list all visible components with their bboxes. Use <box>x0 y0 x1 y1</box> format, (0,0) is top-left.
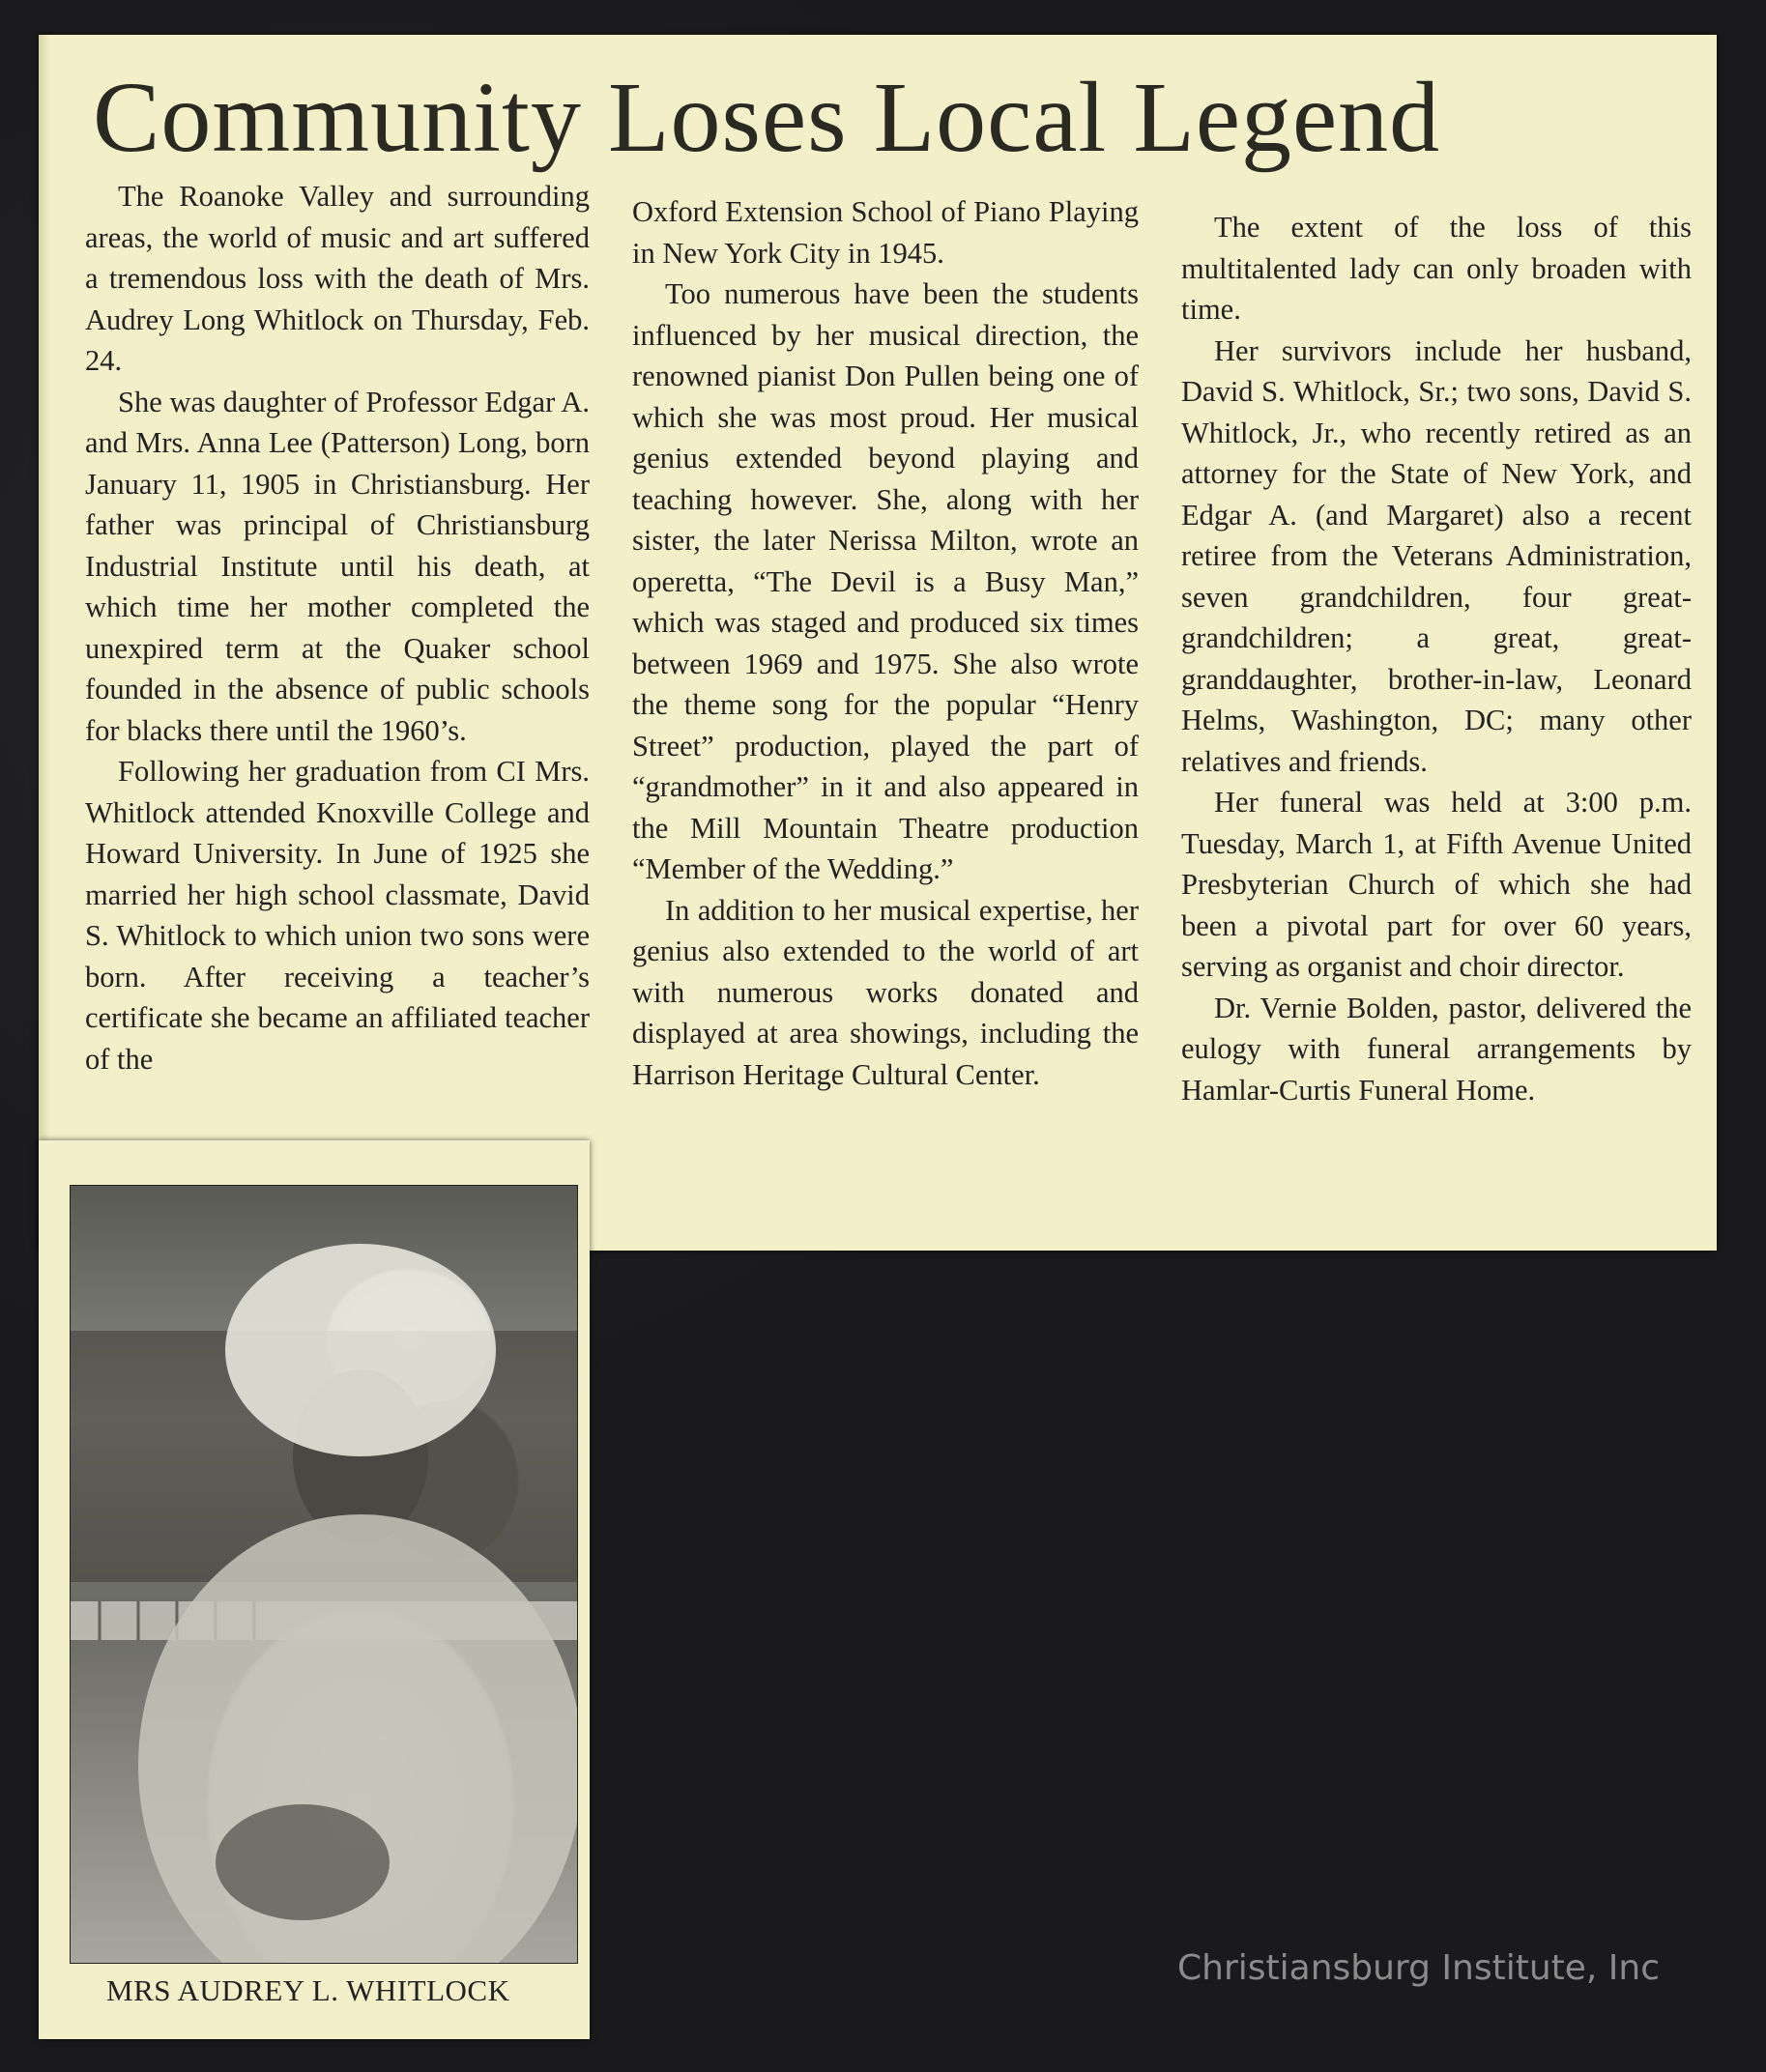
paragraph: Dr. Vernie Bolden, pastor, delivered the eulogy with funeral arrangements by Hamlar-Curtis Funeral Home. <box>1181 991 1692 1107</box>
paragraph: The Roanoke Valley and surrounding areas, the world of music and art suffered a tremendous loss with the death of Mrs. Audrey Long Whitlock on Thursday, Feb. 24. <box>85 180 590 377</box>
paragraph: Following her graduation from CI Mrs. Whitlock attended Knoxville College and Howard University. In June of 1925 she married her high school classmate, David S. Whitlock to which union two sons were born. After receiving a teacher’s certificate she became an affiliated teacher of the <box>85 755 590 1076</box>
paragraph: Too numerous have been the students influenced by her musical direction, the renowned pianist Don Pullen being one of which she was most proud. Her musical genius extended beyond playing and teaching however. She, along with her sister, the later Nerissa Milton, wrote an operetta, “The Devil is a Busy Man,” which was staged and produced six times between 1969 and 1975. She also wrote the theme song for the popular “Henry Street” production, played the part of “grandmother” in it and also appeared in the Mill Mountain Theatre production “Member of the Wedding.” <box>632 277 1139 885</box>
watermark: Christiansburg Institute, Inc <box>1177 1948 1661 1988</box>
article-column-1 <box>85 176 590 1079</box>
paragraph: The extent of the loss of this multitalented lady can only broaden with time. <box>1181 211 1692 326</box>
paragraph: In addition to her musical expertise, her genius also extended to the world of art with numerous works donated and displayed at area showings, including the Harrison Heritage Cultural Center. <box>632 893 1139 1091</box>
paragraph: Her survivors include her husband, David S. Whitlock, Sr.; two sons, David S. Whitlock, Jr., who recently retired as an attorney for the State of New York, and Edgar A. (and Margaret) also a recent retiree from the Veterans Administration, seven grandchildren, four great-grandchildren; a great, great-granddaughter, brother-in-law, Leonard Helms, Washington, DC; many other relatives and friends. <box>1181 333 1692 778</box>
paragraph: Oxford Extension School of Piano Playing in New York City in 1945. <box>632 195 1139 270</box>
article-column-3 <box>1181 207 1692 1110</box>
headline: Community Loses Local Legend <box>93 62 1441 173</box>
paragraph: Her funeral was held at 3:00 p.m. Tuesday, March 1, at Fifth Avenue United Presbyterian Church of which she had been a pivotal part for over 60 years, serving as organist and choir director. <box>1181 786 1692 983</box>
article-column-2 <box>632 191 1139 1095</box>
portrait-illustration <box>71 1186 577 1963</box>
photo-caption: MRS AUDREY L. WHITLOCK <box>106 1973 510 2007</box>
paragraph: She was daughter of Professor Edgar A. and Mrs. Anna Lee (Patterson) Long, born January 11, 1905 in Christiansburg. Her father was principal of Christiansburg Industrial Institute until his death, at which time her mother completed the unexpired term at the Quaker school founded in the absence of public schools for blacks there until the 1960’s. <box>85 385 590 747</box>
portrait-photo <box>70 1185 578 1964</box>
